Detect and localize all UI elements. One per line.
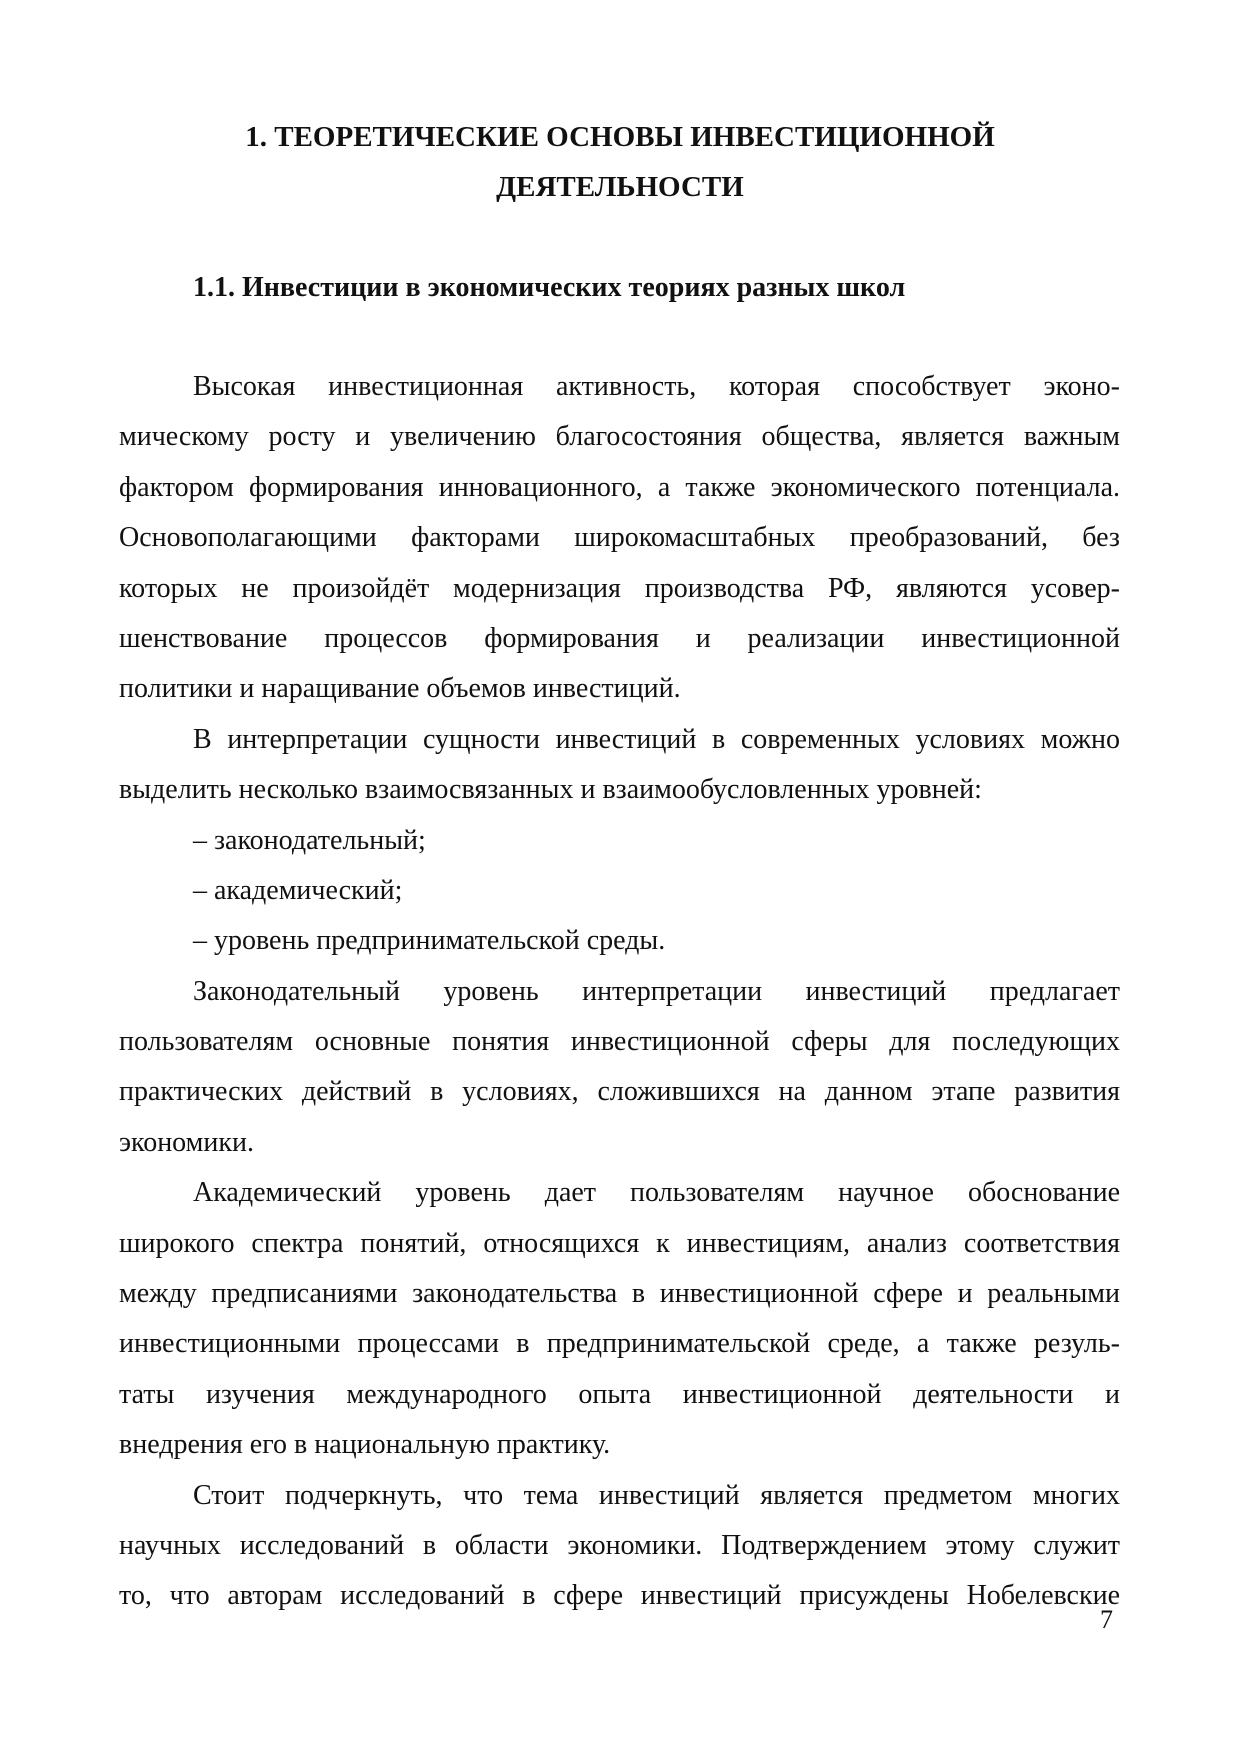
list-item-business-environment: – уровень предпринимательской среды.: [193, 925, 666, 957]
paragraph-1-line-3: фактором формирования инновационного, а также экономического потенциала.: [119, 471, 1120, 503]
paragraph-3-line-1: Законодательный уровень интерпретации инвестиций предлагает: [193, 975, 1120, 1007]
paragraph-4-line-1: Академический уровень дает пользователям научное обоснование: [193, 1177, 1120, 1209]
chapter-title-line-2: ДЕЯТЕЛЬНОСТИ: [496, 171, 744, 203]
paragraph-4-line-5: таты изучения международного опыта инвестиционной деятельности и: [119, 1378, 1120, 1410]
paragraph-2-line-2: выделить несколько взаимосвязанных и взаимообусловленных уровней:: [119, 774, 982, 806]
list-item-academic: – академический;: [193, 874, 403, 906]
section-title: 1.1. Инвестиции в экономических теориях разных школ: [193, 272, 906, 303]
paragraph-4-line-2: широкого спектра понятий, относящихся к инвестициям, анализ соответствия: [119, 1227, 1120, 1259]
paragraph-4-line-3: между предписаниями законодательства в инвестиционной сфере и реальными: [119, 1278, 1120, 1310]
paragraph-1-line-4: Основополагающими факторами широкомасштабных преобразований, без: [119, 522, 1120, 554]
page-number: 7: [1100, 1605, 1113, 1634]
paragraph-1-line-1: Высокая инвестиционная активность, которая способствует эконо-: [193, 371, 1120, 402]
paragraph-5-line-3: то, что авторам исследований в сфере инвестиций присуждены Нобелевские: [119, 1580, 1120, 1612]
paragraph-1-line-7: политики и наращивание объемов инвестиций.: [119, 673, 681, 705]
paragraph-4-line-4: инвестиционными процессами в предпринимательской среде, а также резуль-: [119, 1328, 1120, 1360]
paragraph-3-line-3: практических действий в условиях, сложившихся на данном этапе развития: [119, 1076, 1120, 1108]
paragraph-3-line-2: пользователям основные понятия инвестиционной сферы для последующих: [119, 1026, 1120, 1058]
paragraph-5-line-2: научных исследований в области экономики. Подтверждением этому служит: [119, 1529, 1120, 1561]
paragraph-2-line-1: В интерпретации сущности инвестиций в современных условиях можно: [193, 723, 1120, 755]
body-text: [119, 362, 1120, 1622]
paragraph-1-line-5: которых не произойдёт модернизация производства РФ, являются усовер-: [119, 572, 1120, 604]
list-item-legislative: – законодательный;: [193, 824, 426, 856]
paragraph-4-line-6: внедрения его в национальную практику.: [119, 1429, 611, 1461]
chapter-title-line-1: 1. ТЕОРЕТИЧЕСКИЕ ОСНОВЫ ИНВЕСТИЦИОННОЙ: [245, 121, 995, 153]
paragraph-3-line-4: экономики.: [119, 1126, 254, 1158]
paragraph-1-line-6: шенствование процессов формирования и реализации инвестиционной: [119, 622, 1120, 654]
paragraph-5-line-1: Стоит подчеркнуть, что тема инвестиций является предметом многих: [193, 1479, 1120, 1511]
paragraph-1-line-2: мическому росту и увеличению благосостояния общества, является важным: [119, 421, 1120, 453]
chapter-title: [140, 112, 1100, 212]
